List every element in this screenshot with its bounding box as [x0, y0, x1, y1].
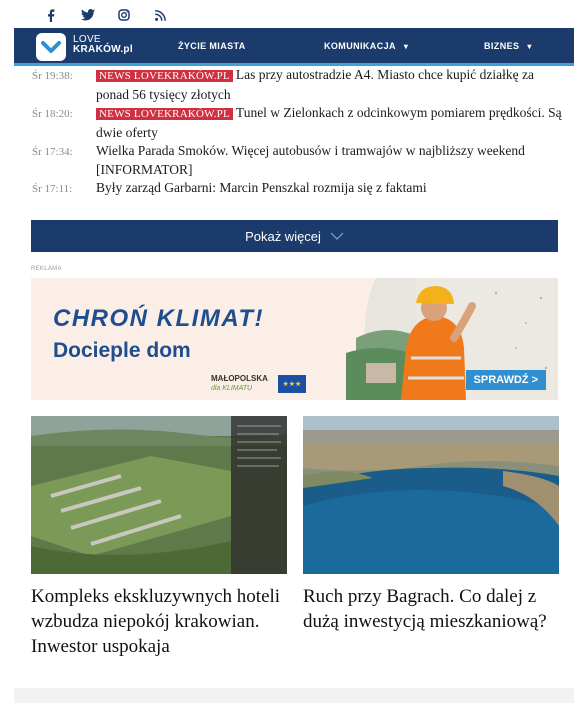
malopolska-label: MAŁOPOLSKA [211, 374, 268, 383]
article-title[interactable]: Kompleks ekskluzywnych hoteli wzbudza niepokój krakowian. Inwestor uspokaja [31, 586, 281, 657]
footer-strip [14, 688, 574, 703]
article-card[interactable] [31, 416, 287, 659]
nav-item-label: BIZNES [484, 41, 520, 51]
rss-icon[interactable] [152, 7, 168, 23]
ad-banner[interactable] [31, 278, 558, 400]
ad-label: REKLAMA [31, 266, 62, 272]
advertisement [31, 266, 558, 400]
nav-item-label: KOMUNIKACJA [324, 41, 396, 51]
list-item[interactable] [32, 142, 562, 179]
news-time: Śr 17:34: [32, 146, 73, 158]
nav-item-label: ŻYCIE MIASTA [178, 41, 246, 51]
malopolska-sub: dla KLIMATU [211, 385, 253, 392]
twitter-icon[interactable] [80, 7, 96, 23]
main-navbar [14, 28, 574, 66]
news-headline[interactable]: Tunel w Zielonkach z odcinkowym pomiarem prędkości. Są dwie oferty [96, 105, 562, 140]
list-item[interactable] [32, 179, 562, 199]
news-badge[interactable]: NEWS LOVEKRAKÓW.PL [96, 70, 233, 82]
logo-line2: KRAKÓW.pl [73, 44, 133, 55]
article-title[interactable]: Ruch przy Bagrach. Co dalej z dużą inwestycją mieszkaniową? [303, 586, 547, 632]
nav-item-biznes[interactable] [484, 41, 532, 51]
show-more-label: Pokaż więcej [245, 228, 321, 244]
news-badge[interactable]: NEWS LOVEKRAKÓW.PL [96, 108, 233, 120]
chevron-down-icon: ▾ [403, 42, 409, 51]
news-time: Śr 18:20: [32, 108, 73, 120]
ad-cta-button[interactable]: SPRAWDŹ > [466, 370, 546, 390]
chevron-down-icon [330, 232, 344, 240]
show-more-button[interactable] [31, 220, 558, 252]
article-image-lake[interactable] [303, 416, 559, 574]
news-list [32, 66, 562, 199]
nav-item-komunikacja[interactable] [324, 41, 408, 51]
news-time: Śr 19:38: [32, 70, 73, 82]
list-item[interactable] [32, 104, 562, 142]
chevron-down-icon: ▾ [527, 42, 532, 51]
news-headline[interactable]: Las przy autostradzie A4. Miasto chce kupić działkę za ponad 56 tysięcy złotych [96, 67, 534, 102]
news-time: Śr 17:11: [32, 183, 73, 195]
social-bar [0, 0, 574, 28]
site-logo[interactable] [73, 35, 133, 55]
ad-title: CHROŃ KLIMAT! [53, 305, 265, 332]
malopolska-logo [211, 374, 268, 393]
logo-heart-icon[interactable] [36, 33, 66, 61]
logo-line1: LOVE [73, 34, 101, 45]
list-item[interactable] [32, 66, 562, 104]
article-image-hotel[interactable] [31, 416, 287, 574]
news-headline[interactable]: Wielka Parada Smoków. Więcej autobusów i tramwajów w najbliższy weekend [INFORMATOR] [96, 143, 525, 177]
facebook-icon[interactable] [42, 7, 58, 23]
article-card[interactable] [303, 416, 559, 634]
nav-item-zycie-miasta[interactable] [178, 41, 246, 51]
eu-flag-icon: ★★★ [278, 375, 306, 393]
ad-subtitle: Docieple dom [53, 339, 191, 362]
news-headline[interactable]: Były zarząd Garbarni: Marcin Penszkal rozmija się z faktami [96, 180, 427, 195]
instagram-icon[interactable] [116, 7, 132, 23]
